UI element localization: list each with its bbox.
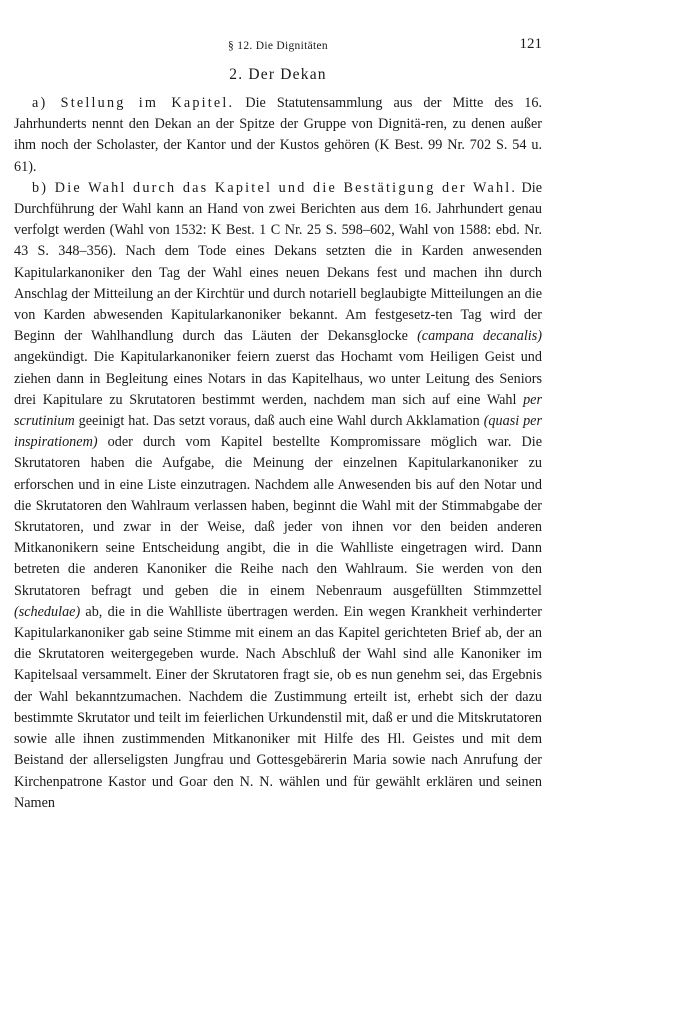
paragraph-b-lead: b) Die Wahl durch das Kapitel und die Bestätigung der Wahl. — [32, 179, 518, 196]
paragraph-b-text-1: Die Durchführung der Wahl kann an Hand von zwei Berichten aus dem 16. Jahrhundert genau verfolgt werden (Wahl von 1532: K Best. 1 C Nr. 25 S. 598–602, Wahl von 1588: ebd. Nr. 43 S. 348–356). Nach dem Tode eines Dekans setzten die in Karden anwesenden Kapitularkanoniker den Tag der Wahl eines neuen Dekans fest und machen ihn durch Anschlag der Mitteilung an der Kirchtür und durch notariell beglaubigte Mitteilungen an die von Karden abwesenden Kapitularkanoniker bekannt. Am festgesetz-ten Tag wird der Beginn der Wahlhandlung durch das Läuten der Dekansglocke — [14, 179, 542, 345]
paragraph-b-text-4: oder durch vom Kapitel bestellte Kompromissare möglich war. Die Skrutatoren haben die Aufgabe, die Meinung der einzelnen Kapitularkanoniker zu erforschen und in eine Liste einzutragen. Nachdem alle Anwesenden bis auf den Notar und die Skrutatoren den Wahlraum verlassen haben, beginnt die Wahl mit der Stimmabgabe der Skrutatoren, und zwar in der Weise, daß jeder von ihnen vor den beiden anderen Mitkanonikern seine Entscheidung angibt, die in die Wahlliste eingetragen wird. Dann betreten die anderen Kanoniker die Reihe nach den Wahlraum. Sie werden von den Skrutatoren befragt und geben die in einem Nebenraum ausgefüllten Stimmzettel — [14, 434, 542, 599]
running-header — [14, 36, 542, 58]
latin-term-schedulae: (schedulae) — [14, 603, 81, 620]
paragraph-a-lead: a) Stellung im Kapitel. — [32, 95, 235, 111]
paragraph-a — [14, 93, 542, 178]
latin-term-quasi-per-inspirationem: (quasi per inspirationem) — [14, 413, 542, 451]
paragraph-b-text-2: angekündigt. Die Kapitularkanoniker feiern zuerst das Hochamt vom Heiligen Geist und ziehen dann in Begleitung eines Notars in das Kapitelhaus, wo unter Leitung des Seniors drei Kapitulare zu Skrutatoren bestimmt werden, nachdem man sich auf eine Wahl — [14, 349, 542, 408]
paragraph-a-text: Die Statutensammlung aus der Mitte des 16. Jahrhunderts nennt den Dekan an der Spitze der Gruppe von Dignitä-ren, zu denen außer ihm noch der Scholaster, der Kantor und der Kustos gehören (K Best. 99 Nr. 702 S. 54 u. 61). — [14, 95, 542, 175]
section-heading: 2. Der Dekan — [229, 66, 327, 83]
body-text — [14, 93, 542, 814]
running-title: § 12. Die Dignitäten — [228, 40, 328, 52]
latin-term-campana-decanalis: (campana decanalis) — [417, 328, 542, 345]
latin-term-per-scrutinium: per scrutinium — [14, 391, 542, 430]
book-page — [14, 36, 542, 814]
paragraph-b — [14, 178, 542, 814]
paragraph-b-text-3: geeinigt hat. Das setzt voraus, daß auch eine Wahl durch Akklamation — [74, 413, 484, 430]
paragraph-b-text-5: ab, die in die Wahlliste übertragen werden. Ein wegen Krankheit verhinderter Kapitularkanoniker gab seine Stimme mit einem an das Kapitel gerichteten Brief ab, der an die Skrutatoren weitergegeben wurde. Nach Abschluß der Wahl sind alle Kanoniker im Kapitelsaal versammelt. Einer der Skrutatoren fragt sie, ob es nun genehm sei, das Ergebnis der Wahl bekanntzumachen. Nachdem die Zustimmung erteilt ist, erhebt sich der dazu bestimmte Skrutator und teilt im feierlichen Urkundenstil mit, daß er und die Mitskrutatoren sowie alle ihnen zustimmenden Mitkanoniker mit Hilfe des Hl. Geistes und mit dem Beistand der allerseligsten Jungfrau und Gottesgebärerin Maria sowie nach Anrufung der Kirchenpatrone Kastor und Goar den N. N. wählen und für gewählt erklären und seinen Namen — [14, 603, 542, 811]
page-number: 121 — [519, 36, 542, 52]
